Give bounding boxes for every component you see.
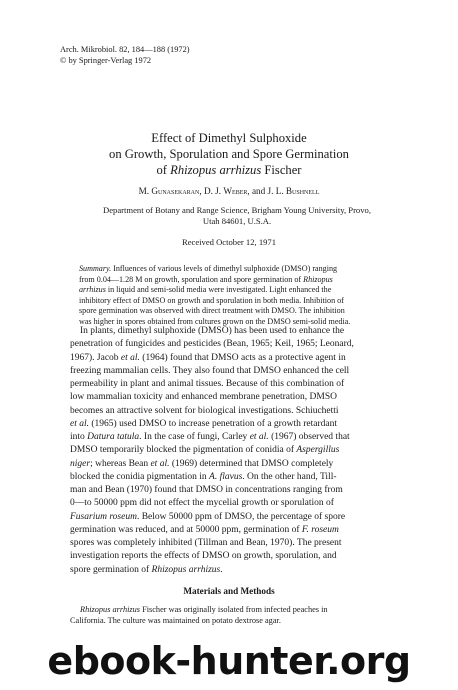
title-species: Rhizopus arrhizus — [170, 163, 262, 177]
author-2-initials: D. J. — [203, 186, 222, 196]
author-3-surname: Bushnell — [285, 186, 320, 196]
body-line: permeability in plant and animal tissues. Because of this combination of — [70, 379, 345, 389]
title-fischer: Fischer — [264, 163, 302, 177]
body-line: et al. (1965) used DMSO to increase penetration of a growth retardant — [70, 418, 337, 429]
summary-line: from 0.04—1.28 M on growth, sporulation and spore germination of Rhizopus — [79, 274, 333, 284]
author-1-initials: M. — [138, 186, 150, 196]
body-line: becomes an attractive solvent for biological investigations. Schiuchetti — [70, 405, 339, 416]
author-list — [40, 185, 418, 197]
title-line-1: Effect of Dimethyl Sulphoxide — [151, 131, 307, 145]
affiliation-line-1: Department of Botany and Range Science, Brigham Young University, Provo, — [103, 205, 371, 215]
body-line: 0—to 50000 ppm did not effect the mycelial growth or sporulation of — [70, 498, 334, 509]
summary-label: Summary. — [79, 264, 112, 273]
body-line: spores was completely inhibited (Tillman and Bean, 1970). The present — [70, 538, 342, 548]
body-line: 1967). Jacob et al. (1964) found that DMSO acts as a protective agent in — [70, 352, 346, 363]
journal-header — [60, 44, 190, 66]
summary-line: spore germination was observed with direct treatment with DMSO. The inhibition — [79, 306, 345, 316]
body-line: Fusarium roseum. Below 50000 ppm of DMSO, the percentage of spore — [70, 511, 346, 522]
summary-line: Summary. Influences of various levels of dimethyl sulphoxide (DMSO) ranging — [79, 264, 338, 273]
body-line: DMSO temporarily blocked the pigmentation of conidia of Aspergillus — [70, 445, 340, 456]
summary-line: arrhizus in liquid and semi-solid media were investigated. Light enhanced the — [79, 285, 332, 295]
methods-text — [70, 604, 400, 626]
body-line: freezing mammalian cells. They also found that DMSO enhanced the cell — [70, 365, 350, 376]
body-line: In plants, dimethyl sulphoxide (DMSO) has been used to enhance the — [80, 326, 345, 336]
author-sep: , — [199, 186, 204, 196]
author-1-surname: Gunasekaran — [151, 186, 200, 196]
summary — [79, 264, 389, 328]
body-line: man and Bean (1970) found that DMSO in concentrations ranging from — [70, 485, 343, 495]
methods-line: Rhizopus arrhizus Fischer was originally isolated from infected peaches in — [80, 605, 328, 614]
body-line: into Datura tatula. In the case of fungi, Carley et al. (1967) observed that — [70, 432, 350, 442]
summary-line: was higher in spores obtained from cultures grown on the DMSO semi-solid media. — [79, 316, 351, 326]
body-line: spore germination of Rhizopus arrhizus. — [70, 564, 223, 575]
title-of: of — [156, 163, 167, 177]
author-2-surname: Weber — [223, 186, 248, 196]
author-3-initials: J. L. — [267, 186, 284, 196]
received-date: Received October 12, 1971 — [181, 237, 277, 247]
affiliation — [72, 205, 402, 227]
paper-title — [40, 130, 418, 178]
body-line: investigation reports the effects of DMSO on growth, sporulation, and — [70, 551, 337, 562]
intro-text — [70, 325, 400, 577]
title-line-3 — [40, 162, 418, 178]
section-heading: Materials and Methods — [183, 586, 275, 596]
summary-line: inhibitory effect of DMSO on growth and sporulation in both media. Inhibition of — [79, 295, 344, 305]
body-line: penetration of fungicides and pesticides (Bean, 1965; Keil, 1965; Leonard, — [70, 339, 354, 350]
affiliation-line-2: Utah 84601, U.S.A. — [202, 216, 272, 226]
body-line: germination was reduced, and at 50000 ppm, germination of F. roseum — [70, 524, 339, 535]
watermark-banner: ebook-hunter.org — [47, 639, 411, 683]
copyright-line: © by Springer-Verlag 1972 — [60, 56, 152, 65]
body-line: low mammalian toxicity and enhanced membrane penetration, DMSO — [70, 392, 337, 403]
body-line: niger; whereas Bean et al. (1969) determined that DMSO completely — [70, 458, 334, 469]
journal-citation: Arch. Mikrobiol. 82, 184—188 (1972) — [60, 45, 190, 54]
body-line: blocked the conidia pigmentation in A. flavus. On the other hand, Till- — [70, 471, 337, 482]
title-line-2: on Growth, Sporulation and Spore Germination — [109, 147, 349, 161]
methods-line: California. The culture was maintained on potato dextrose agar. — [70, 616, 281, 625]
author-and: , and — [247, 186, 268, 196]
